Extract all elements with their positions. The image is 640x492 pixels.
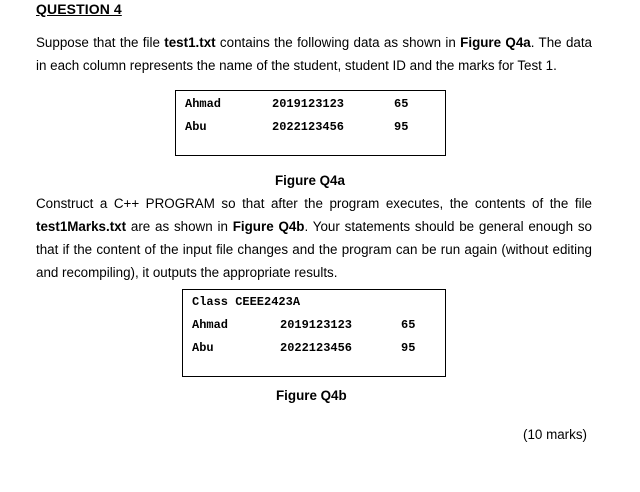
figure-q4b-box <box>182 289 446 377</box>
figure-a-row-1-id: 2019123123 <box>272 97 345 111</box>
filename-test1: test1.txt <box>164 35 216 50</box>
figure-ref-q4b: Figure Q4b <box>232 219 305 234</box>
text-segment: . Your statements should be general enough so <box>304 219 592 234</box>
question-paragraph-1 <box>36 31 592 77</box>
figure-b-row-1-name: Ahmad <box>192 318 229 332</box>
paragraph-2-line-2 <box>36 215 592 238</box>
text-segment: contains the following data as shown in <box>215 35 461 50</box>
figure-b-row-2-id: 2022123456 <box>280 341 353 355</box>
filename-test1marks: test1Marks.txt <box>36 219 127 234</box>
paragraph-2-line-3: that if the content of the input file changes and the program can be run again (without editing <box>36 242 592 257</box>
text-segment: are as shown in <box>126 219 233 234</box>
figure-b-row-1-mark: 65 <box>401 318 416 332</box>
paragraph-2-line-4: and recompiling), it outputs the appropriate results. <box>36 265 338 280</box>
figure-b-header: Class CEEE2423A <box>192 295 301 309</box>
text-segment: . The data <box>530 35 593 50</box>
question-heading: QUESTION 4 <box>36 1 122 17</box>
figure-ref-q4a: Figure Q4a <box>460 35 531 50</box>
figure-a-row-2-mark: 95 <box>394 120 409 134</box>
paragraph-1-line-1 <box>36 31 592 54</box>
figure-a-row-1-name: Ahmad <box>185 97 222 111</box>
paragraph-1-line-2: in each column represents the name of the student, student ID and the marks for Test 1. <box>36 58 557 73</box>
question-paragraph-2 <box>36 192 592 284</box>
figure-b-row-1-id: 2019123123 <box>280 318 353 332</box>
figure-q4a-box <box>175 90 446 156</box>
figure-a-row-2-id: 2022123456 <box>272 120 345 134</box>
figure-b-row-2-mark: 95 <box>401 341 416 355</box>
paragraph-2-line-1: Construct a C++ PROGRAM so that after the program executes, the contents of the file <box>36 196 592 211</box>
marks-allocation: (10 marks) <box>523 427 587 442</box>
figure-a-row-1-mark: 65 <box>394 97 409 111</box>
text-segment: Suppose that the file <box>36 35 165 50</box>
figure-a-row-2-name: Abu <box>185 120 207 134</box>
figure-b-row-2-name: Abu <box>192 341 214 355</box>
figure-q4b-caption: Figure Q4b <box>276 388 347 403</box>
figure-q4a-caption: Figure Q4a <box>275 173 345 188</box>
